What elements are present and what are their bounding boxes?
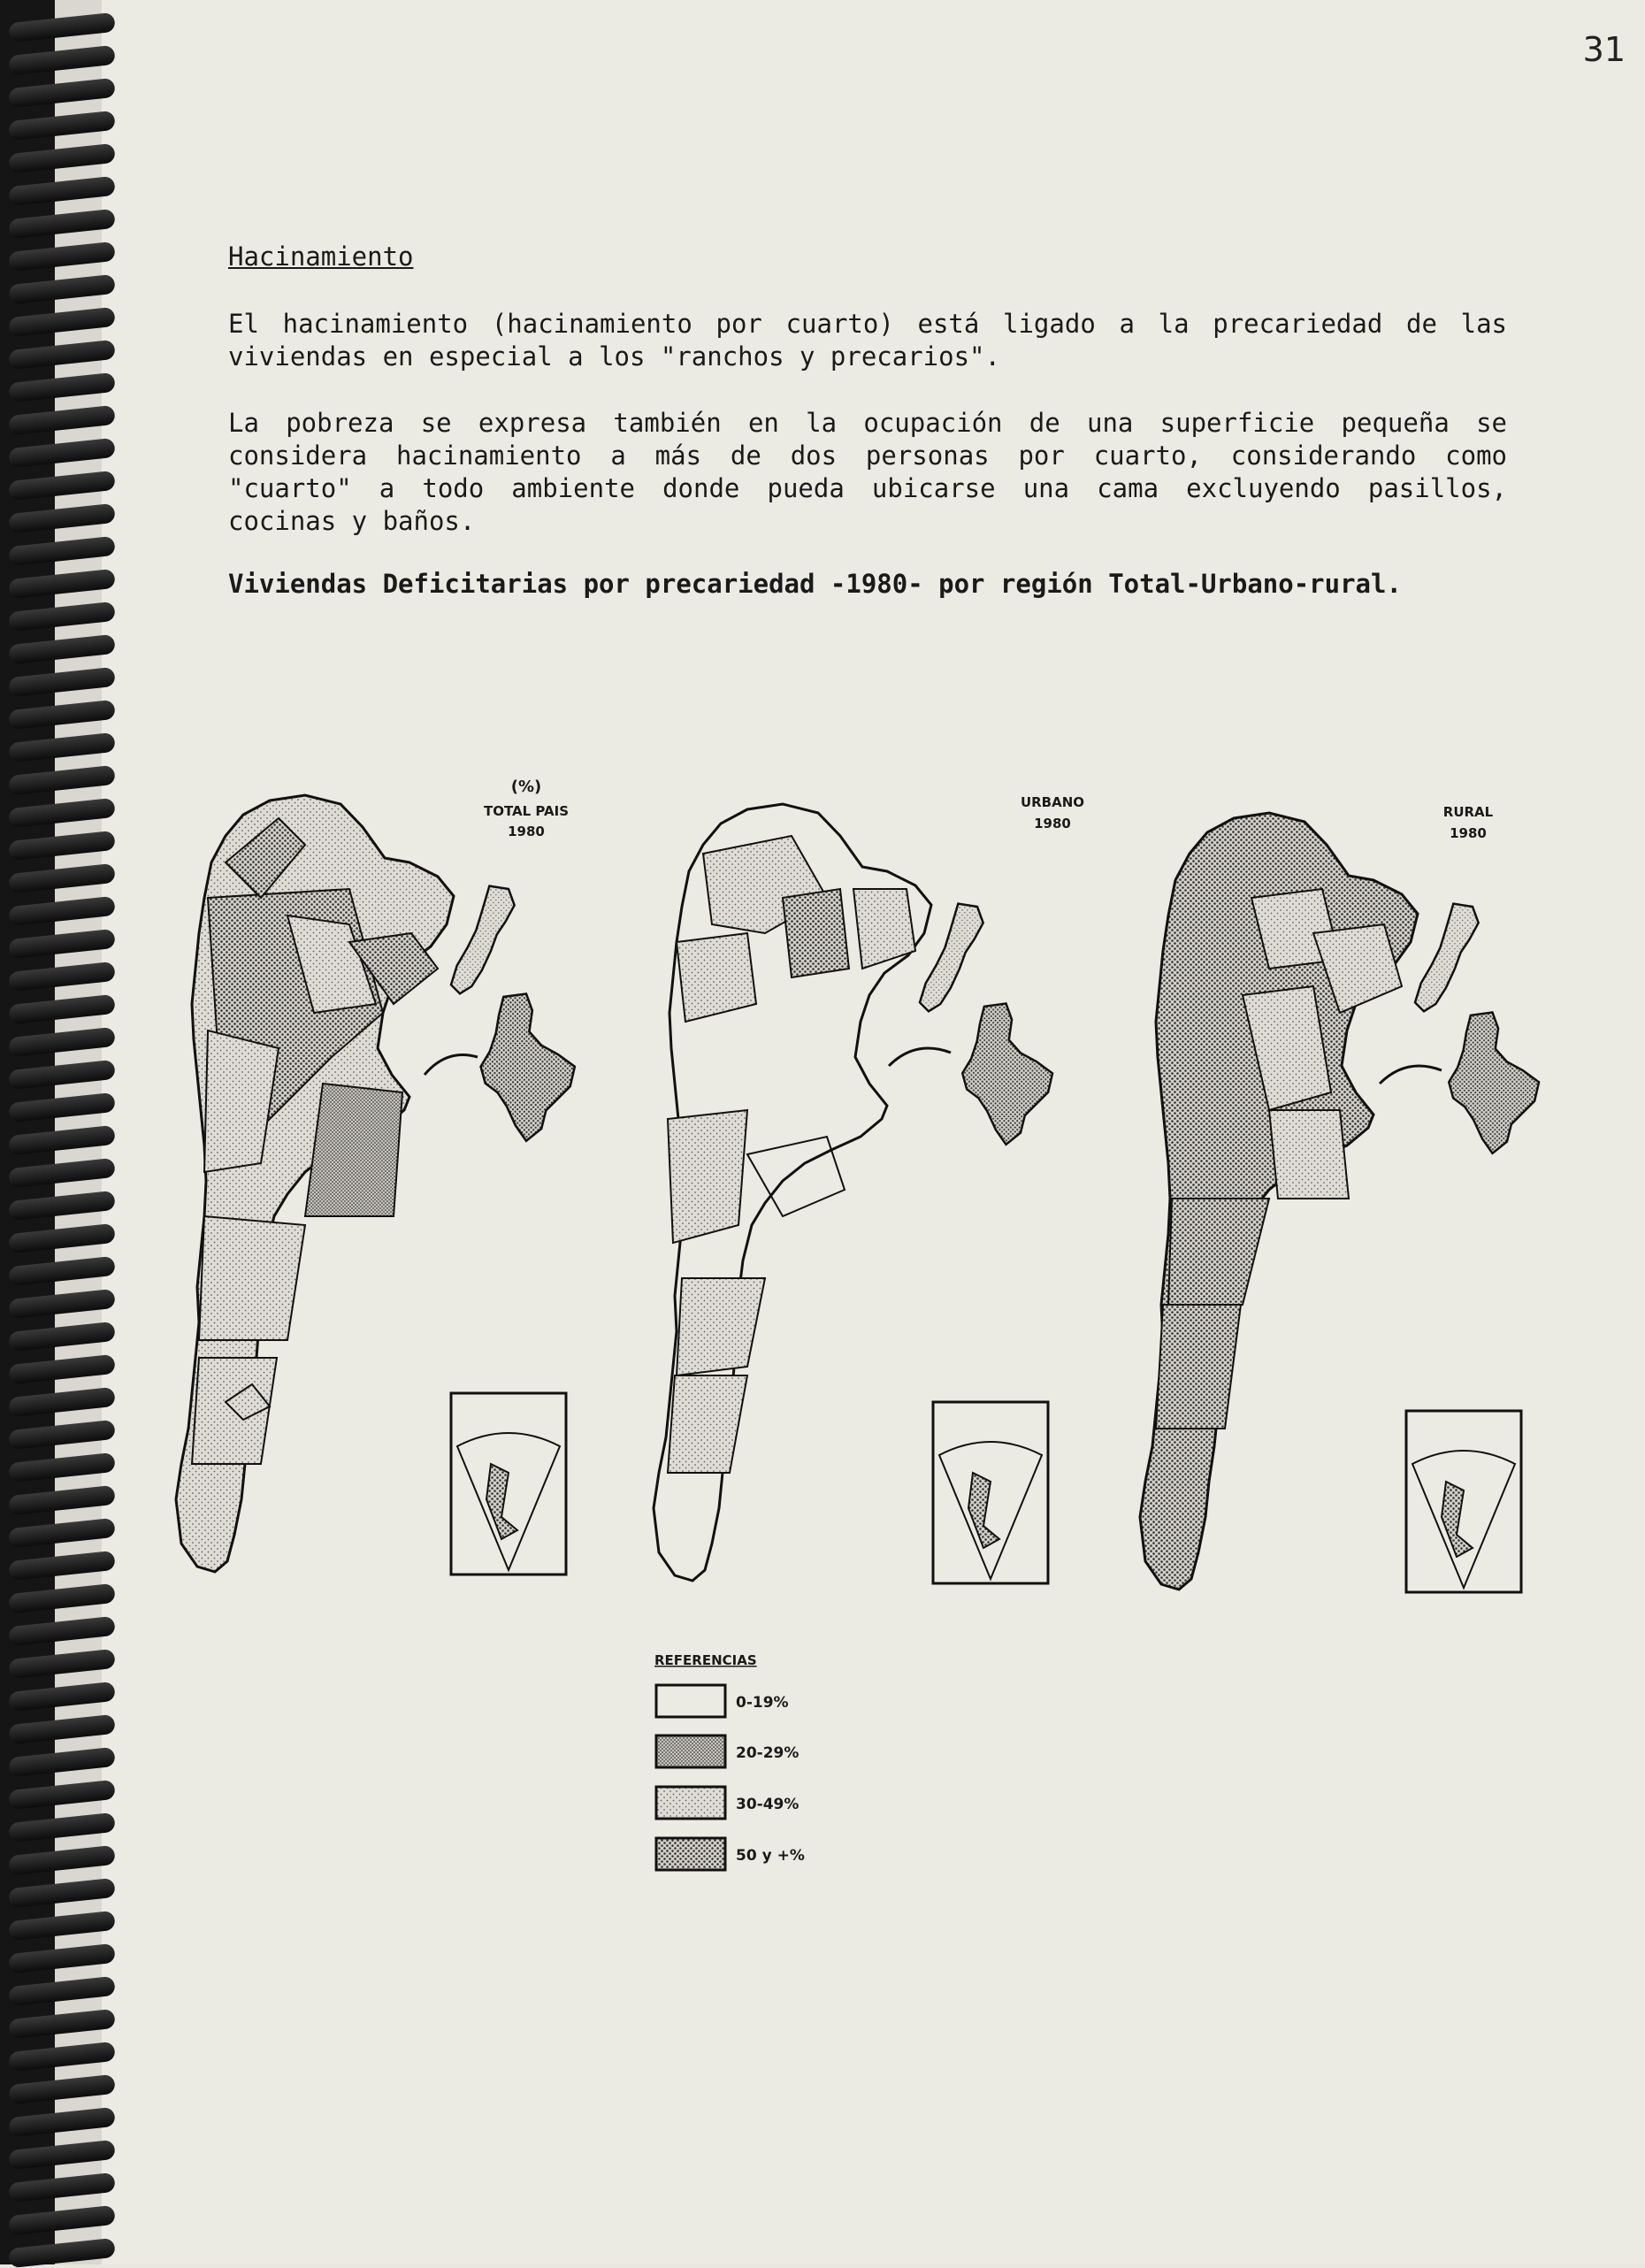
legend-label-3: 50 y +%: [736, 1847, 805, 1865]
legend-label-0: 0-19%: [736, 1694, 789, 1712]
legend-item-3: [656, 1838, 805, 1870]
maps-title: Viviendas Deficitarias por precariedad -1980- por región Total-Urbano-rural.: [228, 569, 1402, 599]
mesopotamia-urbano: [920, 904, 983, 1012]
legend: [654, 1652, 805, 1870]
antarctica-inset-rural: [1406, 1411, 1521, 1592]
page-number: 31: [1582, 30, 1626, 69]
map-urbano: [654, 794, 1084, 1583]
map-label-urbano-line1: URBANO: [1020, 794, 1085, 810]
section-heading: Hacinamiento: [228, 241, 414, 272]
buenos-aires-inset-rural: [1449, 1013, 1539, 1153]
antarctica-inset-total: [451, 1393, 566, 1575]
legend-title: REFERENCIAS: [654, 1652, 757, 1668]
legend-swatch-1: [656, 1735, 725, 1767]
legend-label-1: 20-29%: [736, 1744, 800, 1762]
legend-swatch-0: [656, 1685, 725, 1717]
map-total-pais: [176, 778, 575, 1575]
paragraph-1: El hacinamiento (hacinamiento por cuarto) está ligado a la precariedad de las viviendas en especial a los "ranchos y precarios".: [228, 309, 1507, 372]
mesopotamia-rural: [1415, 904, 1479, 1012]
map-label-rural-line1: RURAL: [1442, 804, 1494, 820]
map-rural: [1140, 804, 1539, 1592]
legend-item-1: [656, 1735, 799, 1767]
buenos-aires-inset-total: [481, 994, 575, 1141]
map-label-urbano-line2: 1980: [1034, 816, 1071, 831]
map-label-total-line3: 1980: [508, 824, 545, 839]
map-label-total-line2: TOTAL PAIS: [483, 803, 570, 819]
legend-item-0: [656, 1685, 789, 1717]
buenos-aires-inset-urbano: [962, 1004, 1052, 1145]
legend-swatch-2: [656, 1787, 725, 1819]
legend-swatch-3: [656, 1838, 725, 1870]
antarctica-inset-urbano: [933, 1402, 1048, 1583]
mesopotamia-total: [451, 886, 515, 994]
paragraph-2: La pobreza se expresa también en la ocupación de una superficie pequeña se considera hacinamiento a más de dos personas por cuarto, considerando como "cuarto" a todo ambiente donde pueda ubicarse una cama excluyendo pasillos, cocinas y baños.: [228, 408, 1507, 536]
legend-label-2: 30-49%: [736, 1796, 800, 1813]
map-label-rural-line2: 1980: [1450, 825, 1487, 841]
legend-item-2: [656, 1787, 799, 1819]
map-label-total-line1: (%): [510, 778, 542, 796]
